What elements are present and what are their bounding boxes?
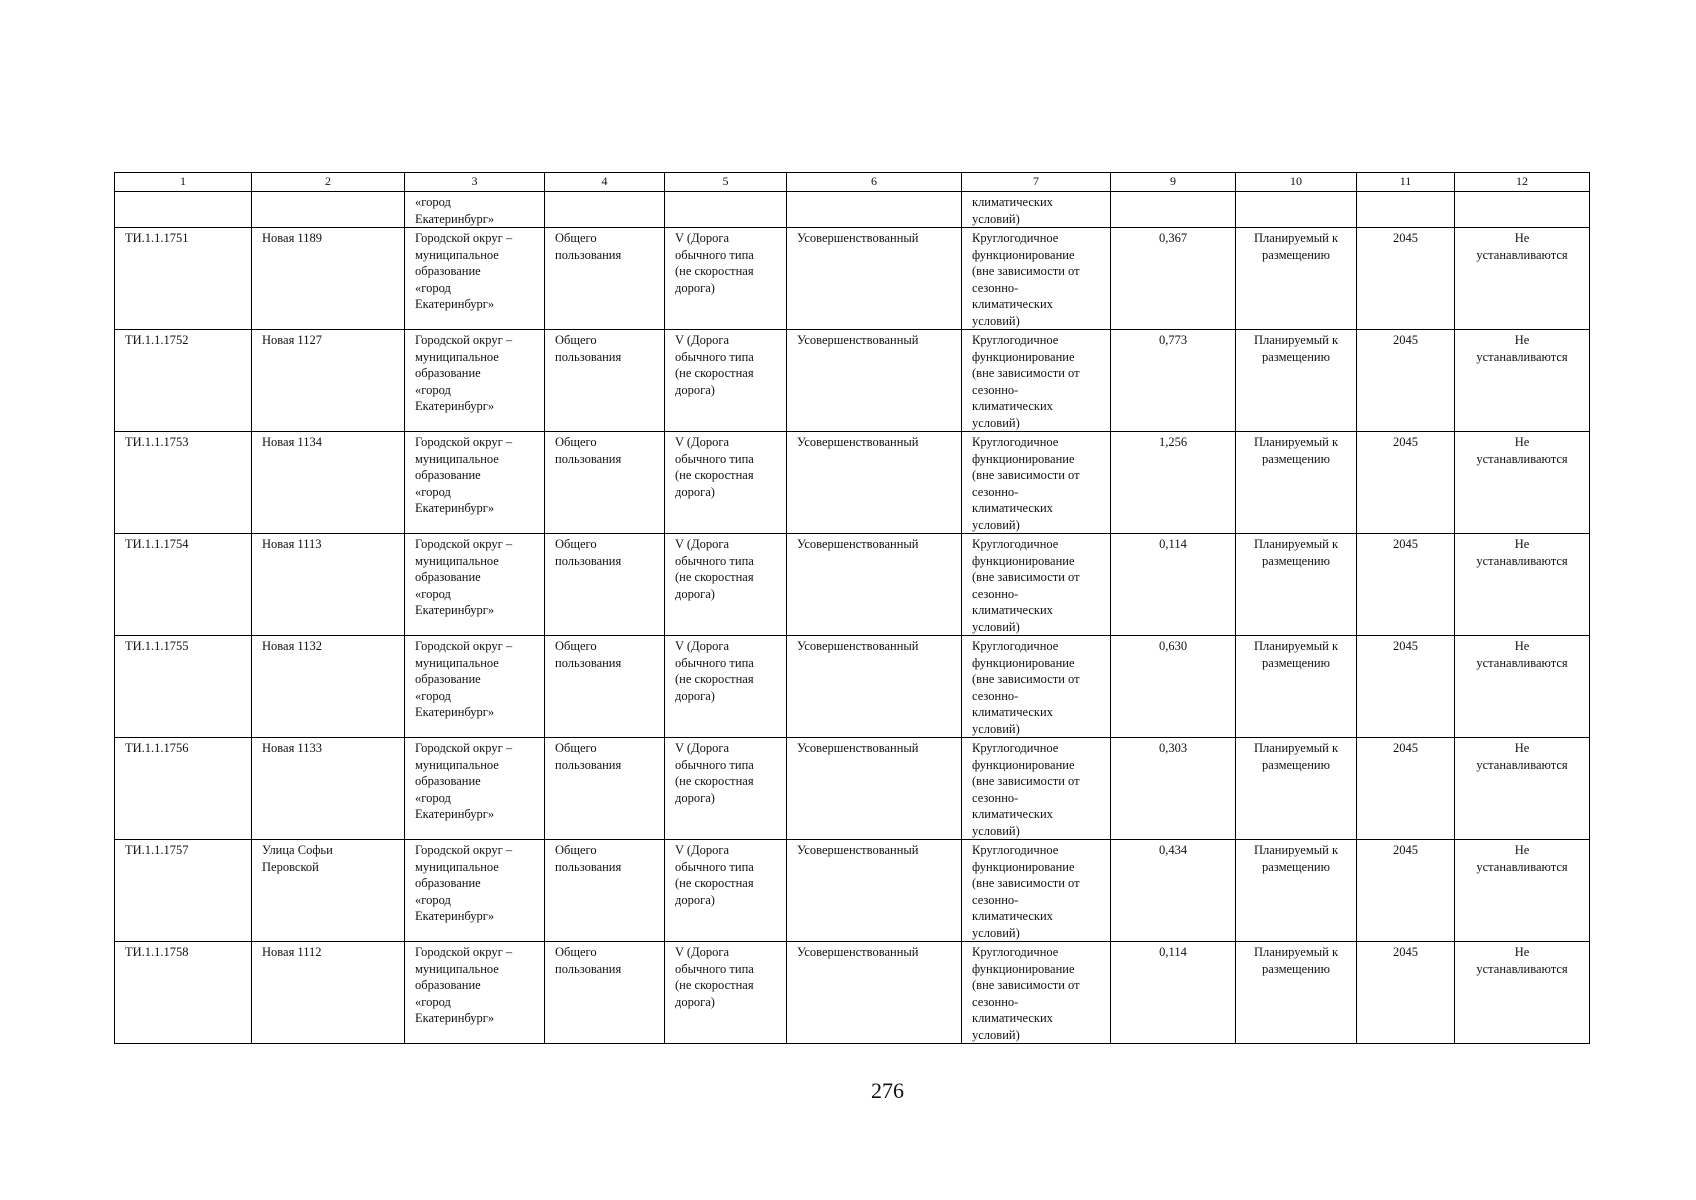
cell-text: Усовершенствованный <box>797 435 919 449</box>
cell-text: 2045 <box>1393 231 1418 245</box>
table-row <box>115 942 1590 1044</box>
table-row <box>115 840 1590 942</box>
table-cell <box>1111 432 1236 534</box>
cell-text: 2045 <box>1393 843 1418 857</box>
page-number: 276 <box>871 1078 904 1103</box>
table-cell <box>115 534 252 636</box>
table-cell <box>1236 192 1357 228</box>
cell-text: Новая 1127 <box>262 333 322 347</box>
cell-text: V (Дорога обычного типа (не скоростная дорога) <box>675 231 754 295</box>
table-cell <box>1236 942 1357 1044</box>
table-cell <box>665 432 787 534</box>
table-cell <box>1111 228 1236 330</box>
cell-text: Усовершенствованный <box>797 945 919 959</box>
table-cell <box>962 330 1111 432</box>
cell-text: ТИ.1.1.1757 <box>125 843 189 857</box>
table-cell <box>252 738 405 840</box>
table-cell <box>1357 738 1455 840</box>
table-cell <box>252 534 405 636</box>
table-cell <box>787 330 962 432</box>
table-cell <box>787 840 962 942</box>
table-cell <box>1357 636 1455 738</box>
table-cell <box>115 738 252 840</box>
table-cell <box>545 636 665 738</box>
cell-text: Городской округ – муниципальное образование «город Екатеринбург» <box>415 537 513 617</box>
cell-text: V (Дорога обычного типа (не скоростная дорога) <box>675 843 754 907</box>
cell-text: ТИ.1.1.1755 <box>125 639 189 653</box>
table-cell <box>665 330 787 432</box>
table-cell <box>1357 942 1455 1044</box>
table-cell <box>665 192 787 228</box>
table-cell <box>405 432 545 534</box>
table-cell <box>1357 534 1455 636</box>
table-cell <box>1455 738 1590 840</box>
cell-text: V (Дорога обычного типа (не скоростная дорога) <box>675 945 754 1009</box>
table-cell <box>405 840 545 942</box>
cell-text: Городской округ – муниципальное образование «город Екатеринбург» <box>415 945 513 1025</box>
cell-text: 2045 <box>1393 945 1418 959</box>
table-cell <box>1236 534 1357 636</box>
cell-text: Планируемый к размещению <box>1253 537 1339 568</box>
table-cell <box>115 636 252 738</box>
table-cell <box>665 636 787 738</box>
cell-text: Новая 1189 <box>262 231 322 245</box>
cell-text: V (Дорога обычного типа (не скоростная дорога) <box>675 435 754 499</box>
table-row <box>115 738 1590 840</box>
cell-text: Общего пользования <box>555 435 622 466</box>
cell-text: Усовершенствованный <box>797 741 919 755</box>
cell-text: Не устанавливаются <box>1476 639 1568 670</box>
cell-text: 0,303 <box>1158 741 1188 755</box>
table-cell <box>405 228 545 330</box>
cell-text: Городской округ – муниципальное образование «город Екатеринбург» <box>415 741 513 821</box>
table-cell <box>1111 330 1236 432</box>
cell-text: Новая 1112 <box>262 945 322 959</box>
table-cell <box>665 840 787 942</box>
cell-text: V (Дорога обычного типа (не скоростная дорога) <box>675 741 754 805</box>
cell-text: 0,630 <box>1158 639 1188 653</box>
column-header: 10 <box>1236 173 1357 192</box>
table-cell <box>665 738 787 840</box>
cell-text: Не устанавливаются <box>1476 537 1568 568</box>
table-cell <box>1111 192 1236 228</box>
cell-text: Круглогодичное функционирование (вне зависимости от сезонно- климатических условий) <box>972 741 1080 838</box>
cell-text: Усовершенствованный <box>797 843 919 857</box>
table-cell <box>1357 840 1455 942</box>
cell-text: Усовершенствованный <box>797 231 919 245</box>
cell-text: Не устанавливаются <box>1476 945 1568 976</box>
cell-text: Планируемый к размещению <box>1253 741 1339 772</box>
table-cell <box>545 228 665 330</box>
cell-text: Планируемый к размещению <box>1253 333 1339 364</box>
table-cell <box>1455 636 1590 738</box>
table-cell <box>1236 228 1357 330</box>
table-cell <box>787 534 962 636</box>
cell-text: Городской округ – муниципальное образование «город Екатеринбург» <box>415 639 513 719</box>
cell-text: Городской округ – муниципальное образование «город Екатеринбург» <box>415 843 513 923</box>
table-cell <box>787 942 962 1044</box>
cell-text: 0,114 <box>1159 537 1187 551</box>
cell-text: Планируемый к размещению <box>1253 231 1339 262</box>
cell-text: Городской округ – муниципальное образование «город Екатеринбург» <box>415 231 513 311</box>
cell-text: Усовершенствованный <box>797 333 919 347</box>
table-cell <box>1357 330 1455 432</box>
cell-text: V (Дорога обычного типа (не скоростная дорога) <box>675 333 754 397</box>
cell-text: Усовершенствованный <box>797 639 919 653</box>
table-cell <box>545 840 665 942</box>
cell-text: Новая 1113 <box>262 537 322 551</box>
cell-text: Круглогодичное функционирование (вне зависимости от сезонно- климатических условий) <box>972 843 1080 940</box>
cell-text: 0,114 <box>1159 945 1187 959</box>
table-cell <box>405 330 545 432</box>
table-cell <box>1236 636 1357 738</box>
table-cell <box>787 636 962 738</box>
table-cell <box>962 738 1111 840</box>
cell-text: климатических условий) <box>972 195 1053 226</box>
table-cell <box>1455 432 1590 534</box>
continuation-row <box>115 192 1590 228</box>
cell-text: 0,773 <box>1158 333 1188 347</box>
table-cell <box>962 534 1111 636</box>
cell-text: Не устанавливаются <box>1476 741 1568 772</box>
cell-text: «город Екатеринбург» <box>415 195 495 226</box>
table-row <box>115 432 1590 534</box>
cell-text: 0,434 <box>1158 843 1188 857</box>
cell-text: Не устанавливаются <box>1476 843 1568 874</box>
table-cell <box>1236 840 1357 942</box>
table-cell <box>252 228 405 330</box>
column-header: 2 <box>252 173 405 192</box>
cell-text: Планируемый к размещению <box>1253 945 1339 976</box>
table-cell <box>962 432 1111 534</box>
cell-text: Общего пользования <box>555 741 622 772</box>
column-header: 6 <box>787 173 962 192</box>
table-cell <box>545 192 665 228</box>
table-cell <box>545 432 665 534</box>
cell-text: Планируемый к размещению <box>1253 843 1339 874</box>
cell-text: Круглогодичное функционирование (вне зависимости от сезонно- климатических условий) <box>972 639 1080 736</box>
table-cell <box>1111 840 1236 942</box>
cell-text: 2045 <box>1393 537 1418 551</box>
table-cell <box>787 192 962 228</box>
table-cell <box>1357 192 1455 228</box>
cell-text: Круглогодичное функционирование (вне зависимости от сезонно- климатических условий) <box>972 231 1080 328</box>
table-cell <box>1455 330 1590 432</box>
table-cell <box>405 192 545 228</box>
cell-text: Улица Софьи Перовской <box>262 843 333 874</box>
column-header: 7 <box>962 173 1111 192</box>
cell-text: V (Дорога обычного типа (не скоростная дорога) <box>675 537 754 601</box>
table-cell <box>1357 432 1455 534</box>
cell-text: Общего пользования <box>555 231 622 262</box>
table-cell <box>115 942 252 1044</box>
column-header: 3 <box>405 173 545 192</box>
table-cell <box>545 942 665 1044</box>
cell-text: Новая 1134 <box>262 435 322 449</box>
table-row <box>115 534 1590 636</box>
cell-text: ТИ.1.1.1752 <box>125 333 189 347</box>
table-cell <box>405 738 545 840</box>
table-cell <box>1111 942 1236 1044</box>
cell-text: ТИ.1.1.1758 <box>125 945 189 959</box>
table-cell <box>962 228 1111 330</box>
table-cell <box>962 840 1111 942</box>
cell-text: Планируемый к размещению <box>1253 639 1339 670</box>
table-cell <box>1236 432 1357 534</box>
cell-text: Круглогодичное функционирование (вне зависимости от сезонно- климатических условий) <box>972 537 1080 634</box>
table-cell <box>1236 738 1357 840</box>
table-cell <box>1357 228 1455 330</box>
column-header: 1 <box>115 173 252 192</box>
table-cell <box>252 840 405 942</box>
cell-text: 2045 <box>1393 333 1418 347</box>
cell-text: Общего пользования <box>555 639 622 670</box>
cell-text: Не устанавливаются <box>1476 231 1568 262</box>
table-cell <box>962 636 1111 738</box>
cell-text: Круглогодичное функционирование (вне зависимости от сезонно- климатических условий) <box>972 435 1080 532</box>
table-cell <box>115 330 252 432</box>
table-row <box>115 228 1590 330</box>
column-header: 12 <box>1455 173 1590 192</box>
table-cell <box>1111 636 1236 738</box>
cell-text: ТИ.1.1.1754 <box>125 537 189 551</box>
cell-text: ТИ.1.1.1756 <box>125 741 189 755</box>
cell-text: Городской округ – муниципальное образование «город Екатеринбург» <box>415 333 513 413</box>
column-header: 9 <box>1111 173 1236 192</box>
table-cell <box>1111 534 1236 636</box>
table-cell <box>1455 192 1590 228</box>
column-header: 11 <box>1357 173 1455 192</box>
table-row <box>115 636 1590 738</box>
table-cell <box>1455 942 1590 1044</box>
column-header: 5 <box>665 173 787 192</box>
table-cell <box>787 432 962 534</box>
table-cell <box>115 228 252 330</box>
cell-text: ТИ.1.1.1753 <box>125 435 189 449</box>
table-cell <box>962 192 1111 228</box>
table-cell <box>1455 534 1590 636</box>
table-cell <box>787 738 962 840</box>
table-cell <box>252 432 405 534</box>
cell-text: Круглогодичное функционирование (вне зависимости от сезонно- климатических условий) <box>972 945 1080 1042</box>
cell-text: 0,367 <box>1158 231 1188 245</box>
table-cell <box>115 432 252 534</box>
cell-text: Не устанавливаются <box>1476 333 1568 364</box>
table-cell <box>405 942 545 1044</box>
table-cell <box>545 738 665 840</box>
table-cell <box>405 534 545 636</box>
cell-text: Новая 1132 <box>262 639 322 653</box>
table-cell <box>252 942 405 1044</box>
table-row <box>115 330 1590 432</box>
table-cell <box>665 942 787 1044</box>
cell-text: 2045 <box>1393 741 1418 755</box>
table-cell <box>1455 840 1590 942</box>
table-cell <box>1455 228 1590 330</box>
table-cell <box>252 330 405 432</box>
table-cell <box>545 534 665 636</box>
cell-text: 2045 <box>1393 639 1418 653</box>
table-cell <box>252 192 405 228</box>
table-cell <box>787 228 962 330</box>
table-cell <box>665 534 787 636</box>
column-header: 4 <box>545 173 665 192</box>
cell-text: Круглогодичное функционирование (вне зависимости от сезонно- климатических условий) <box>972 333 1080 430</box>
table-header-row <box>115 173 1590 192</box>
table-cell <box>252 636 405 738</box>
table-cell <box>1236 330 1357 432</box>
table-cell <box>115 192 252 228</box>
cell-text: ТИ.1.1.1751 <box>125 231 189 245</box>
cell-text: Усовершенствованный <box>797 537 919 551</box>
cell-text: Общего пользования <box>555 945 622 976</box>
cell-text: Общего пользования <box>555 843 622 874</box>
cell-text: 1,256 <box>1158 435 1188 449</box>
cell-text: Не устанавливаются <box>1476 435 1568 466</box>
table-cell <box>1111 738 1236 840</box>
cell-text: 2045 <box>1393 435 1418 449</box>
table-cell <box>405 636 545 738</box>
table-cell <box>545 330 665 432</box>
table-cell <box>962 942 1111 1044</box>
cell-text: Общего пользования <box>555 333 622 364</box>
cell-text: Планируемый к размещению <box>1253 435 1339 466</box>
cell-text: Городской округ – муниципальное образование «город Екатеринбург» <box>415 435 513 515</box>
table-cell <box>665 228 787 330</box>
objects-table <box>114 172 1590 1044</box>
table-cell <box>115 840 252 942</box>
cell-text: Новая 1133 <box>262 741 322 755</box>
cell-text: V (Дорога обычного типа (не скоростная дорога) <box>675 639 754 703</box>
cell-text: Общего пользования <box>555 537 622 568</box>
